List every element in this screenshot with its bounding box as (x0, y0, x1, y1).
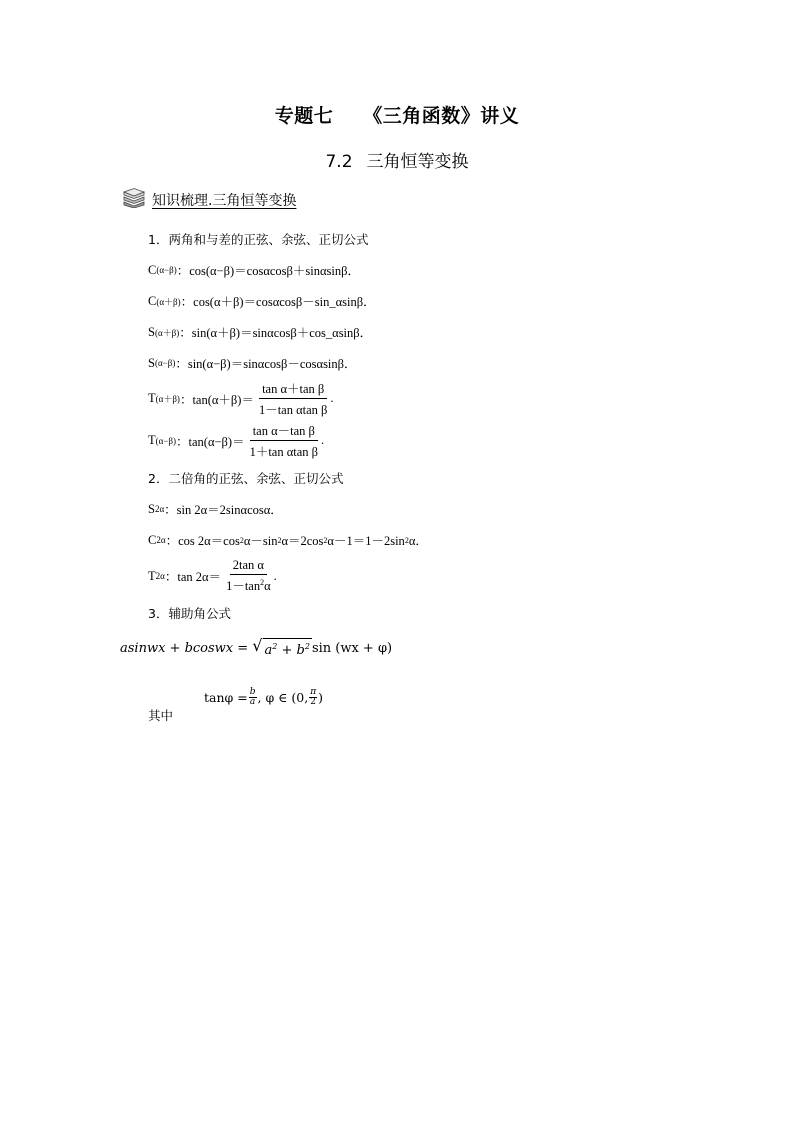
where-label: 其中 (148, 708, 174, 723)
section-label: 知识梳理.三角恒等变换 (152, 193, 297, 209)
heading-double-angle: 2．二倍角的正弦、余弦、正切公式 (148, 471, 344, 486)
formula-cos-minus: C (α−β) ：cos(α−β)＝cosαcosβ＋sinαsinβ． (148, 262, 360, 278)
knowledge-section-header (122, 188, 296, 212)
fraction: $\frac{\text{tan α－tan β}}{\text{1＋tan αtan β}}$ (247, 421, 321, 460)
formula-tan-plus: T (α＋β) ：tan(α＋β)＝ $\frac{\text{tan α＋tan β}}{\text{1－tan αtan β}}$ . (148, 379, 334, 418)
formula-phi-condition: tanφ = $\frac{b}{a}$ , φ ∈ (0, $\frac{\pi}{2}$ ) (204, 687, 324, 707)
section-subtitle (0, 147, 794, 172)
formula-auxiliary-angle: asinwx + bcoswx = √ $a^2 + b^2$ sin (wx + φ) (120, 636, 393, 658)
page-title (0, 101, 794, 128)
heading-auxiliary-angle: 3．辅助角公式 (148, 606, 231, 621)
formula-sin-double: S 2α ：sin 2α＝2sinαcosα． (148, 501, 283, 517)
formula-sin-minus: S (α−β) ：sin(α−β)＝sinαcosβ－cosαsinβ． (148, 355, 357, 371)
fraction: $\frac{\text{tan α＋tan β}}{\text{1－tan αtan β}}$ (256, 379, 330, 418)
title-main: 专题七 (274, 105, 334, 127)
fraction: $\frac{\text{2tan α}}{1-\tan^2\alpha}$ (226, 558, 271, 593)
fraction-pi-over-2: $\frac{\pi}{2}$ (310, 687, 317, 707)
square-root: √ $a^2 + b^2$ (252, 636, 310, 658)
formula-cos-plus: C (α＋β) ：cos(α＋β)＝cosαcosβ－sin_αsinβ． (148, 293, 376, 309)
books-icon (122, 188, 146, 212)
formula-cos-double: C 2α ：cos 2α＝cos 2 α－sin 2 α＝2cos 2 α－1＝1－2sin 2 α． (148, 532, 428, 548)
heading-sum-difference: 1．两角和与差的正弦、余弦、正切公式 (148, 232, 369, 247)
subtitle-number: 7.2 (325, 152, 353, 172)
formula-tan-minus: T (α−β) ：tan(α−β)＝ $\frac{\text{tan α－tan β}}{\text{1＋tan αtan β}}$ . (148, 421, 324, 460)
subtitle-text: 三角恒等变换 (366, 152, 469, 172)
formula-tan-double: T 2α ：tan 2α＝ $\frac{\text{2tan α}}{1-\tan^2\alpha}$ . (148, 558, 277, 593)
title-sub: 《三角函数》讲义 (363, 105, 520, 127)
fraction-b-over-a: $\frac{b}{a}$ (249, 687, 256, 707)
formula-sin-plus: S (α＋β) ：sin(α＋β)＝sinαcosβ＋cos_αsinβ． (148, 324, 373, 340)
